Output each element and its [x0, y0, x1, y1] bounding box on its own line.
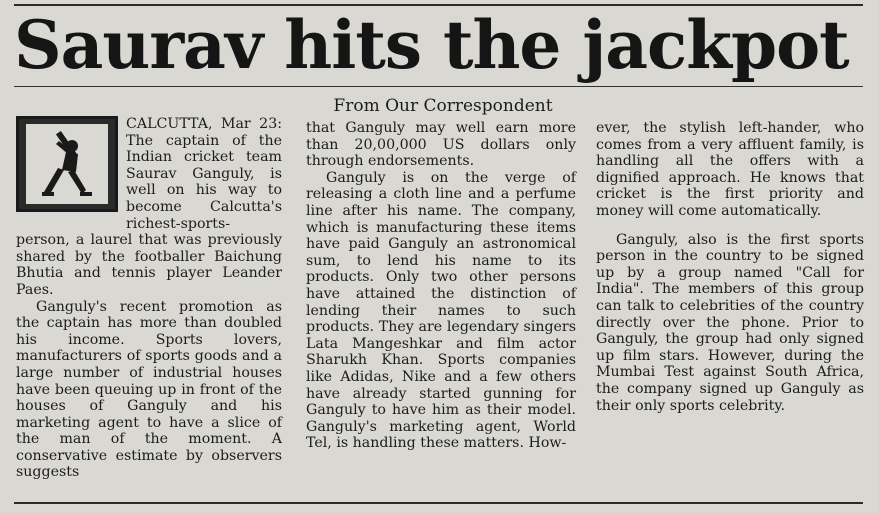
headline: Saurav hits the jackpot	[14, 6, 849, 84]
cricket-batsman-icon	[26, 124, 108, 204]
paragraph-4: Ganguly is on the verge of releasing a cloth line and a perfume line after his name. The company, which is manufacturing these items have paid Ganguly an astronomical sum, to lend his name to its products. Only two other persons have attained the distinction of lending their names to such products. They are legendary singers Lata Mangeshkar and film actor Sharukh Khan. Sports companies like Adidas, Nike and a few others have already started gunning for Ganguly to have him as their model. Ganguly's marketing agent, World Tel, is handling these matters. How-	[306, 169, 576, 452]
section-logo	[16, 116, 118, 212]
article-column-1	[16, 116, 282, 481]
paragraph-1: The captain of the Indian cricket team Saurav Ganguly, is well on his way to become Calcutta's richest-sports-person, a laurel that was previously shared by the footballer Baichung Bhutia and tennis player Leander Paes.	[16, 132, 282, 298]
bottom-rule	[14, 502, 863, 504]
article-column-2	[306, 120, 576, 452]
paragraph-3: that Ganguly may well earn more than 20,00,000 US dollars only through endorsements.	[306, 120, 576, 170]
dateline: CALCUTTA, Mar 23:	[126, 116, 282, 132]
paragraph-6: Ganguly, also is the first sports person in the country to be signed up by a group named "Call for India". The members of this group can talk to celebrities of the country directly over the phone. Prior to Ganguly, the group had only signed up film stars. However, during the Mumbai Test against South Africa, the company signed up Ganguly as their only sports celebrity.	[596, 231, 864, 414]
headline-rule	[14, 86, 863, 87]
byline: From Our Correspondent	[333, 96, 553, 116]
article-column-3	[596, 120, 864, 414]
paragraph-5: ever, the stylish left-hander, who comes from a very affluent family, is handling all the offers with a dignified approach. He knows that cricket is the first priority and money will come automatically.	[596, 120, 864, 219]
paragraph-2: Ganguly's recent promotion as the captain has more than doubled his income. Sports lovers, manufacturers of sports goods and a large number of industrial houses have been queuing up in front of the houses of Ganguly and his marketing agent to have a slice of the man of the moment. A conservative estimate by observers suggests	[16, 298, 282, 481]
